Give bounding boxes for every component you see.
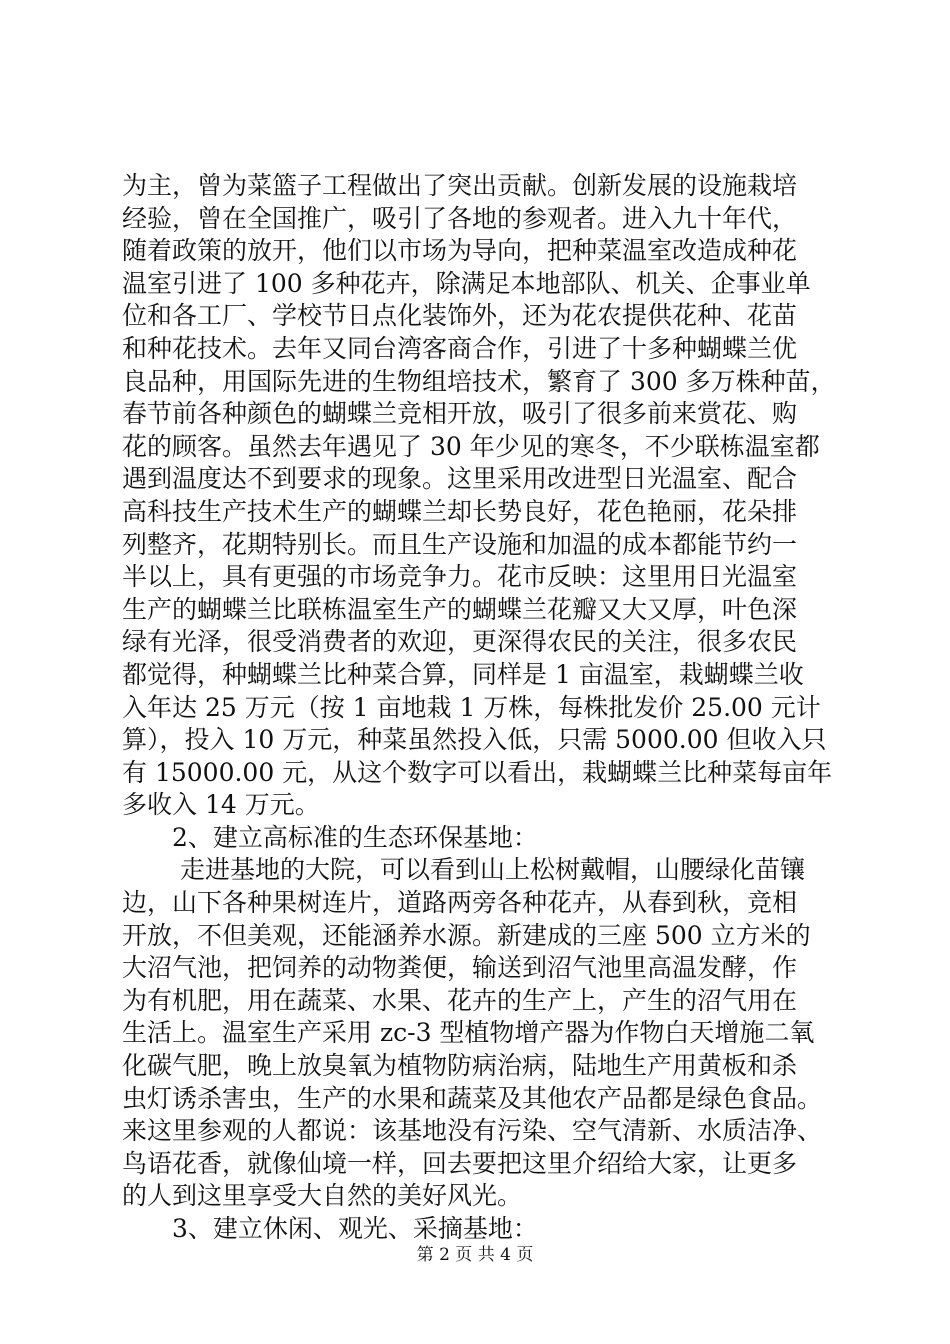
- page-footer: 第 2 页 共 4 页: [416, 1245, 534, 1265]
- text-line: 位和各工厂、学校节日点化装饰外，还为花农提供花种、花苗: [122, 301, 798, 331]
- text-line: 为主，曾为菜篮子工程做出了突出贡献。创新发展的设施栽培: [122, 171, 798, 200]
- text-line: 算），投入 10 万元，种菜虽然投入低，只需 5000.00 但收入只: [122, 725, 827, 755]
- text-line: 虫灯诱杀害虫，生产的水果和蔬菜及其他农产品都是绿色食品。: [122, 1083, 823, 1113]
- text-line: 列整齐，花期特别长。而且生产设施和加温的成本都能节约一: [122, 529, 798, 559]
- text-line: 生活上。温室生产采用 zc-3 型植物增产器为作物白天增施二氧: [122, 1018, 815, 1048]
- text-line: 随着政策的放开，他们以市场为导向，把种菜温室改造成种花: [122, 236, 798, 266]
- paragraph-first-line: 走进基地的大院，可以看到山上松树戴帽，山腰绿化苗镶: [180, 855, 806, 885]
- text-line: 绿有光泽，很受消费者的欢迎，更深得农民的关注，很多农民: [122, 627, 798, 657]
- text-line: 半以上，具有更强的市场竞争力。花市反映：这里用日光温室: [122, 562, 798, 592]
- text-line: 有 15000.00 元，从这个数字可以看出，栽蝴蝶兰比种菜每亩年: [122, 757, 833, 787]
- body-text: [122, 170, 842, 1246]
- text-line: 生产的蝴蝶兰比联栋温室生产的蝴蝶兰花瓣又大又厚，叶色深: [122, 594, 798, 624]
- text-line: 都觉得，种蝴蝶兰比种菜合算，同样是 1 亩温室，栽蝴蝶兰收: [122, 659, 804, 689]
- text-line: 花的顾客。虽然去年遇见了 30 年少见的寒冬，不少联栋温室都: [122, 431, 820, 461]
- text-line: 良品种，用国际先进的生物组培技术，繁育了 300 多万株种苗，: [122, 366, 836, 396]
- text-line: 大沼气池，把饲养的动物粪便，输送到沼气池里高温发酵，作: [122, 953, 798, 983]
- text-line: 和种花技术。去年又同台湾客商合作，引进了十多种蝴蝶兰优: [122, 333, 798, 363]
- text-line: 鸟语花香，就像仙境一样，回去要把这里介绍给大家，让更多: [122, 1148, 798, 1178]
- text-line: 多收入 14 万元。: [122, 790, 320, 820]
- text-line: 化碳气肥，晚上放臭氧为植物防病治病，陆地生产用黄板和杀: [122, 1051, 798, 1081]
- text-line: 来这里参观的人都说：该基地没有污染、空气清新、水质洁净、: [122, 1116, 823, 1146]
- text-line: 高科技生产技术生产的蝴蝶兰却长势良好，花色艳丽，花朵排: [122, 496, 798, 526]
- text-line: 春节前各种颜色的蝴蝶兰竞相开放，吸引了很多前来赏花、购: [122, 399, 798, 429]
- text-line: 边，山下各种果树连片，道路两旁各种花卉，从春到秋，竞相: [122, 888, 798, 918]
- section-heading: 3、建立休闲、观光、采摘基地：: [172, 1214, 538, 1243]
- text-line: 遇到温度达不到要求的现象。这里采用改进型日光温室、配合: [122, 464, 798, 494]
- text-line: 的人到这里享受大自然的美好风光。: [122, 1181, 523, 1211]
- section-heading: 2、建立高标准的生态环保基地：: [172, 822, 538, 852]
- text-line: 为有机肥，用在蔬菜、水果、花卉的生产上，产生的沼气用在: [122, 985, 798, 1015]
- text-line: 入年达 25 万元（按 1 亩地栽 1 万株，每株批发价 25.00 元计: [122, 692, 821, 722]
- text-line: 经验，曾在全国推广，吸引了各地的参观者。进入九十年代，: [122, 203, 798, 233]
- text-line: 开放，不但美观，还能涵养水源。新建成的三座 500 立方米的: [122, 920, 811, 950]
- text-line: 温室引进了 100 多种花卉，除满足本地部队、机关、企事业单: [122, 268, 811, 298]
